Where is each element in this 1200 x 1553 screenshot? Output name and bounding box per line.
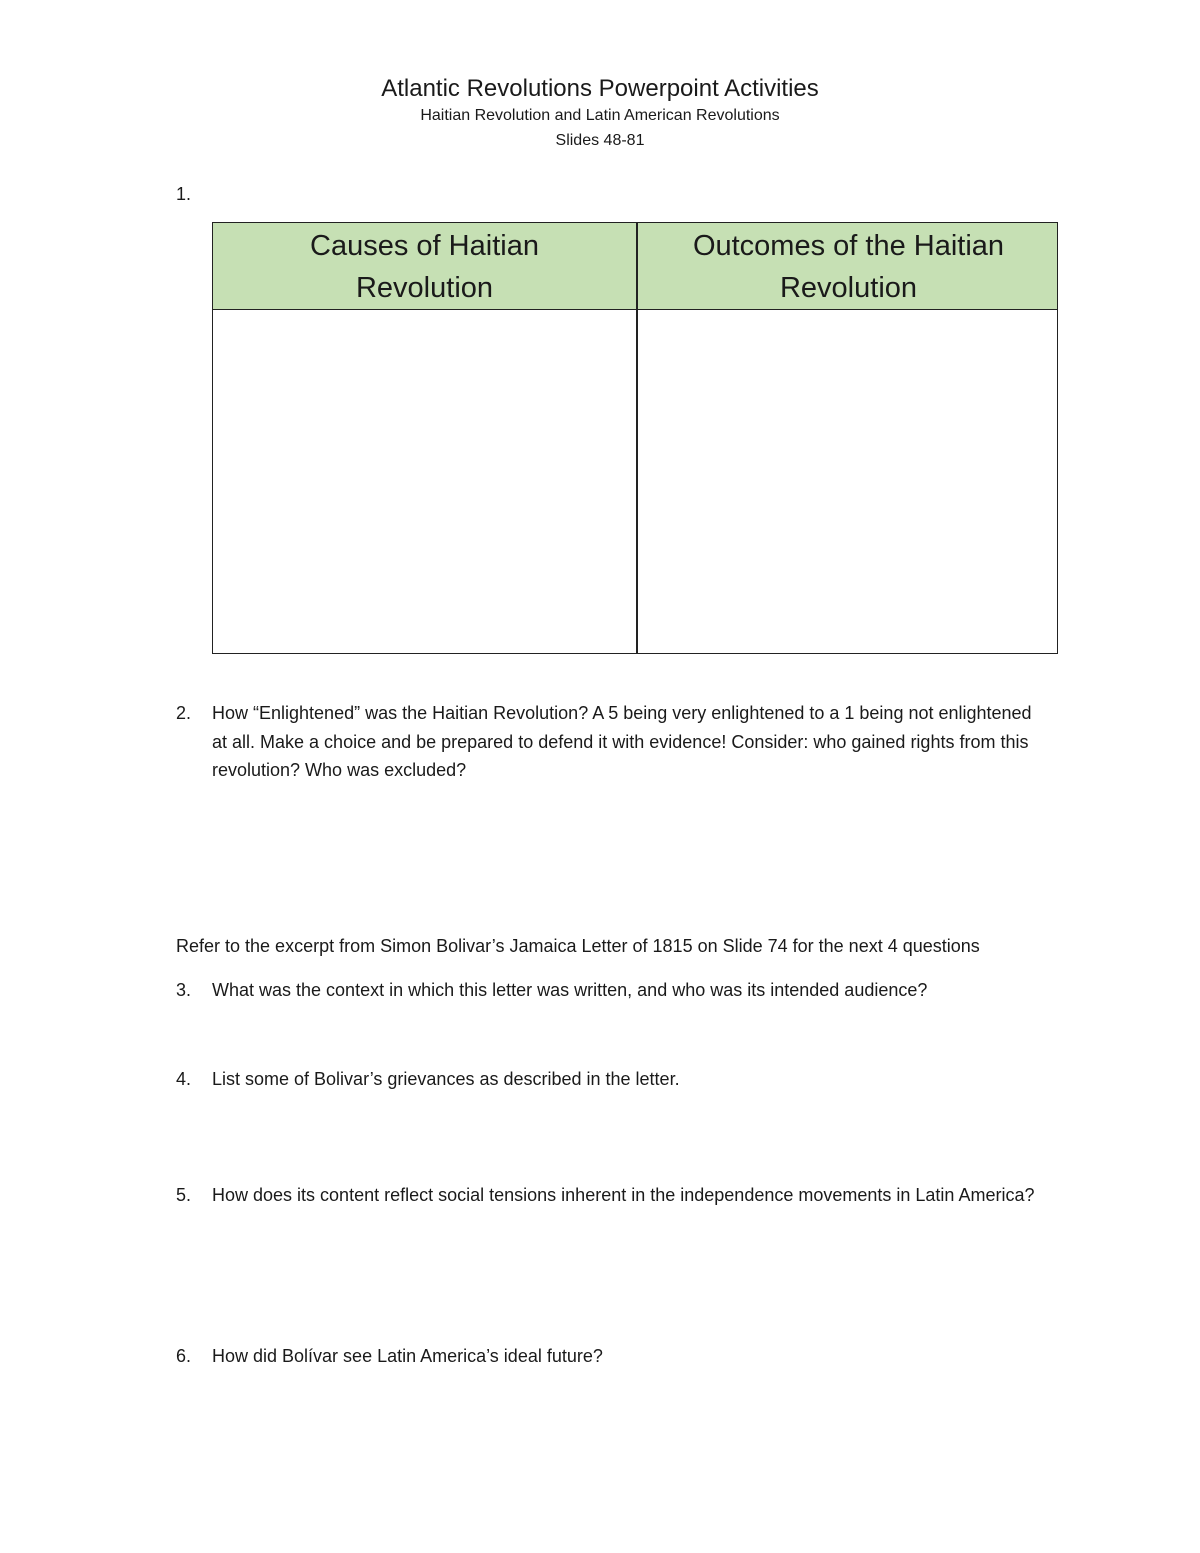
instruction-text: Refer to the excerpt from Simon Bolivar’s Jamaica Letter of 1815 on Slide 74 for the next 4 questions xyxy=(176,936,980,956)
question-6-number: 6. xyxy=(176,1346,192,1366)
question-3-text: What was the context in which this letter was written, and who was its intended audience? xyxy=(212,980,928,1000)
causes-outcomes-table xyxy=(212,222,1058,654)
question-5-text: How does its content reflect social tensions inherent in the independence movements in Latin America? xyxy=(212,1185,1035,1205)
table-header-causes: Causes of Haitian Revolution xyxy=(310,229,539,304)
question-2-number: 2. xyxy=(176,703,192,723)
page-subtitle: Haitian Revolution and Latin American Revolutions xyxy=(420,107,780,124)
causes-answer-cell[interactable] xyxy=(213,311,633,653)
question-4-text: List some of Bolivar’s grievances as described in the letter. xyxy=(212,1069,680,1089)
page-title: Atlantic Revolutions Powerpoint Activities xyxy=(381,75,819,102)
question-5-number: 5. xyxy=(176,1185,192,1205)
table-header-outcomes: Outcomes of the Haitian Revolution xyxy=(692,229,1005,304)
question-1-number: 1. xyxy=(176,184,192,204)
question-6-text: How did Bolívar see Latin America’s ideal future? xyxy=(212,1346,603,1366)
outcomes-answer-cell[interactable] xyxy=(638,311,1058,653)
slides-range: Slides 48-81 xyxy=(555,132,645,149)
question-3-number: 3. xyxy=(176,980,192,1000)
question-2-text: How “Enlightened” was the Haitian Revolution? A 5 being very enlightened to a 1 being not enlightened at all. Make a choice and be prepared to defend it with evidence! Consider: who gained rights from this revolution? Who was excluded? xyxy=(212,703,1032,780)
question-4-number: 4. xyxy=(176,1069,192,1089)
